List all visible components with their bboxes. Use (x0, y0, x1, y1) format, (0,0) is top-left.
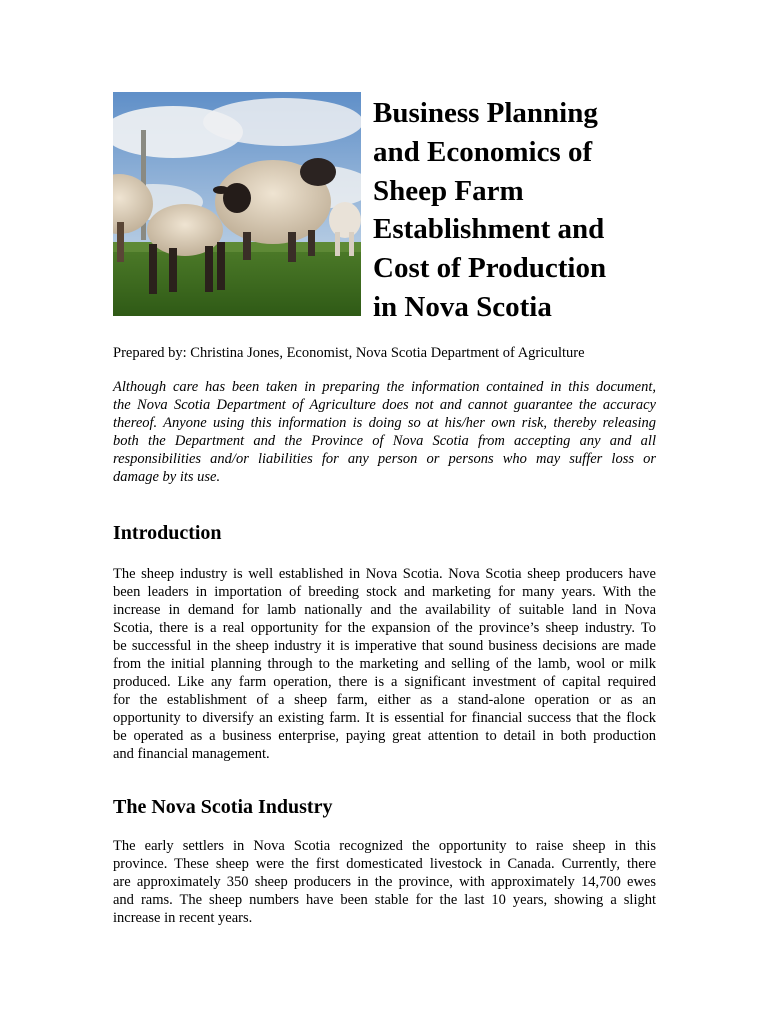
paragraph-line: for the establishment of a sheep farm, either as a stand-alone operation or as an (113, 692, 656, 708)
paragraph-line: The sheep industry is well established in Nova Scotia. Nova Scotia sheep producers have (113, 566, 656, 582)
prepared-by: Prepared by: Christina Jones, Economist, Nova Scotia Department of Agriculture (113, 345, 585, 361)
paragraph-line: increase in recent years. (113, 910, 253, 926)
paragraph-line: and financial management. (113, 746, 270, 762)
paragraph-line: from the initial planning through to the marketing and selling of the lamb, wool or milk (113, 656, 656, 672)
title-line: Business Planning (373, 97, 598, 129)
paragraph-line: province. These sheep were the first domesticated livestock in Canada. Currently, there (113, 856, 656, 872)
title-line: Cost of Production (373, 252, 607, 285)
section-heading-introduction: Introduction (113, 522, 222, 544)
title-line: Establishment and (373, 213, 605, 246)
disclaimer-line: thereof. Anyone using this information is doing so at his/her own risk, thereby releasing (113, 415, 656, 431)
document-title (373, 94, 663, 327)
section-heading-nova-scotia-industry: The Nova Scotia Industry (113, 796, 333, 818)
title-line: Sheep Farm (373, 174, 524, 207)
title-line: in Nova Scotia (373, 290, 552, 323)
paragraph-line: produced. Like any farm operation, there is a significant investment of capital required (113, 674, 656, 690)
disclaimer-line: responsibilities and/or liabilities for any person or persons who may suffer loss or (113, 451, 656, 467)
disclaimer-line: both the Department and the Province of Nova Scotia from accepting any and all (113, 433, 656, 449)
paragraph-line: opportunity to diversify an existing farm. It is essential for financial success that the flock (113, 710, 656, 726)
paragraph-line: be operated as a business enterprise, paying great attention to detail in both production (113, 728, 656, 744)
paragraph-line: The early settlers in Nova Scotia recognized the opportunity to raise sheep in this (113, 838, 656, 854)
paragraph-line: been leaders in importation of breeding stock and marketing for many years. With the (113, 584, 656, 600)
paragraph-line: are approximately 350 sheep producers in the province, with approximately 14,700 ewes (113, 874, 656, 890)
paragraph-line: and rams. The sheep numbers have been stable for the last 10 years, showing a slight (113, 892, 656, 908)
paragraph-line: increase in demand for lamb nationally and the availability of suitable land in Nova (113, 602, 656, 618)
disclaimer-line: damage by its use. (113, 469, 221, 485)
title-line: and Economics of (373, 135, 593, 168)
introduction-paragraph (113, 565, 656, 763)
disclaimer (113, 378, 656, 486)
disclaimer-line: the Nova Scotia Department of Agriculture does not and cannot guarantee the accuracy (113, 397, 656, 413)
industry-paragraph (113, 837, 656, 927)
disclaimer-line: Although care has been taken in preparing the information contained in this document, (113, 379, 656, 395)
paragraph-line: be successful in the sheep industry it is imperative that sound business decisions are made (113, 638, 656, 654)
sheep-photo (113, 92, 361, 316)
paragraph-line: Scotia, there is a real opportunity for the expansion of the province’s sheep industry. To (113, 620, 656, 636)
